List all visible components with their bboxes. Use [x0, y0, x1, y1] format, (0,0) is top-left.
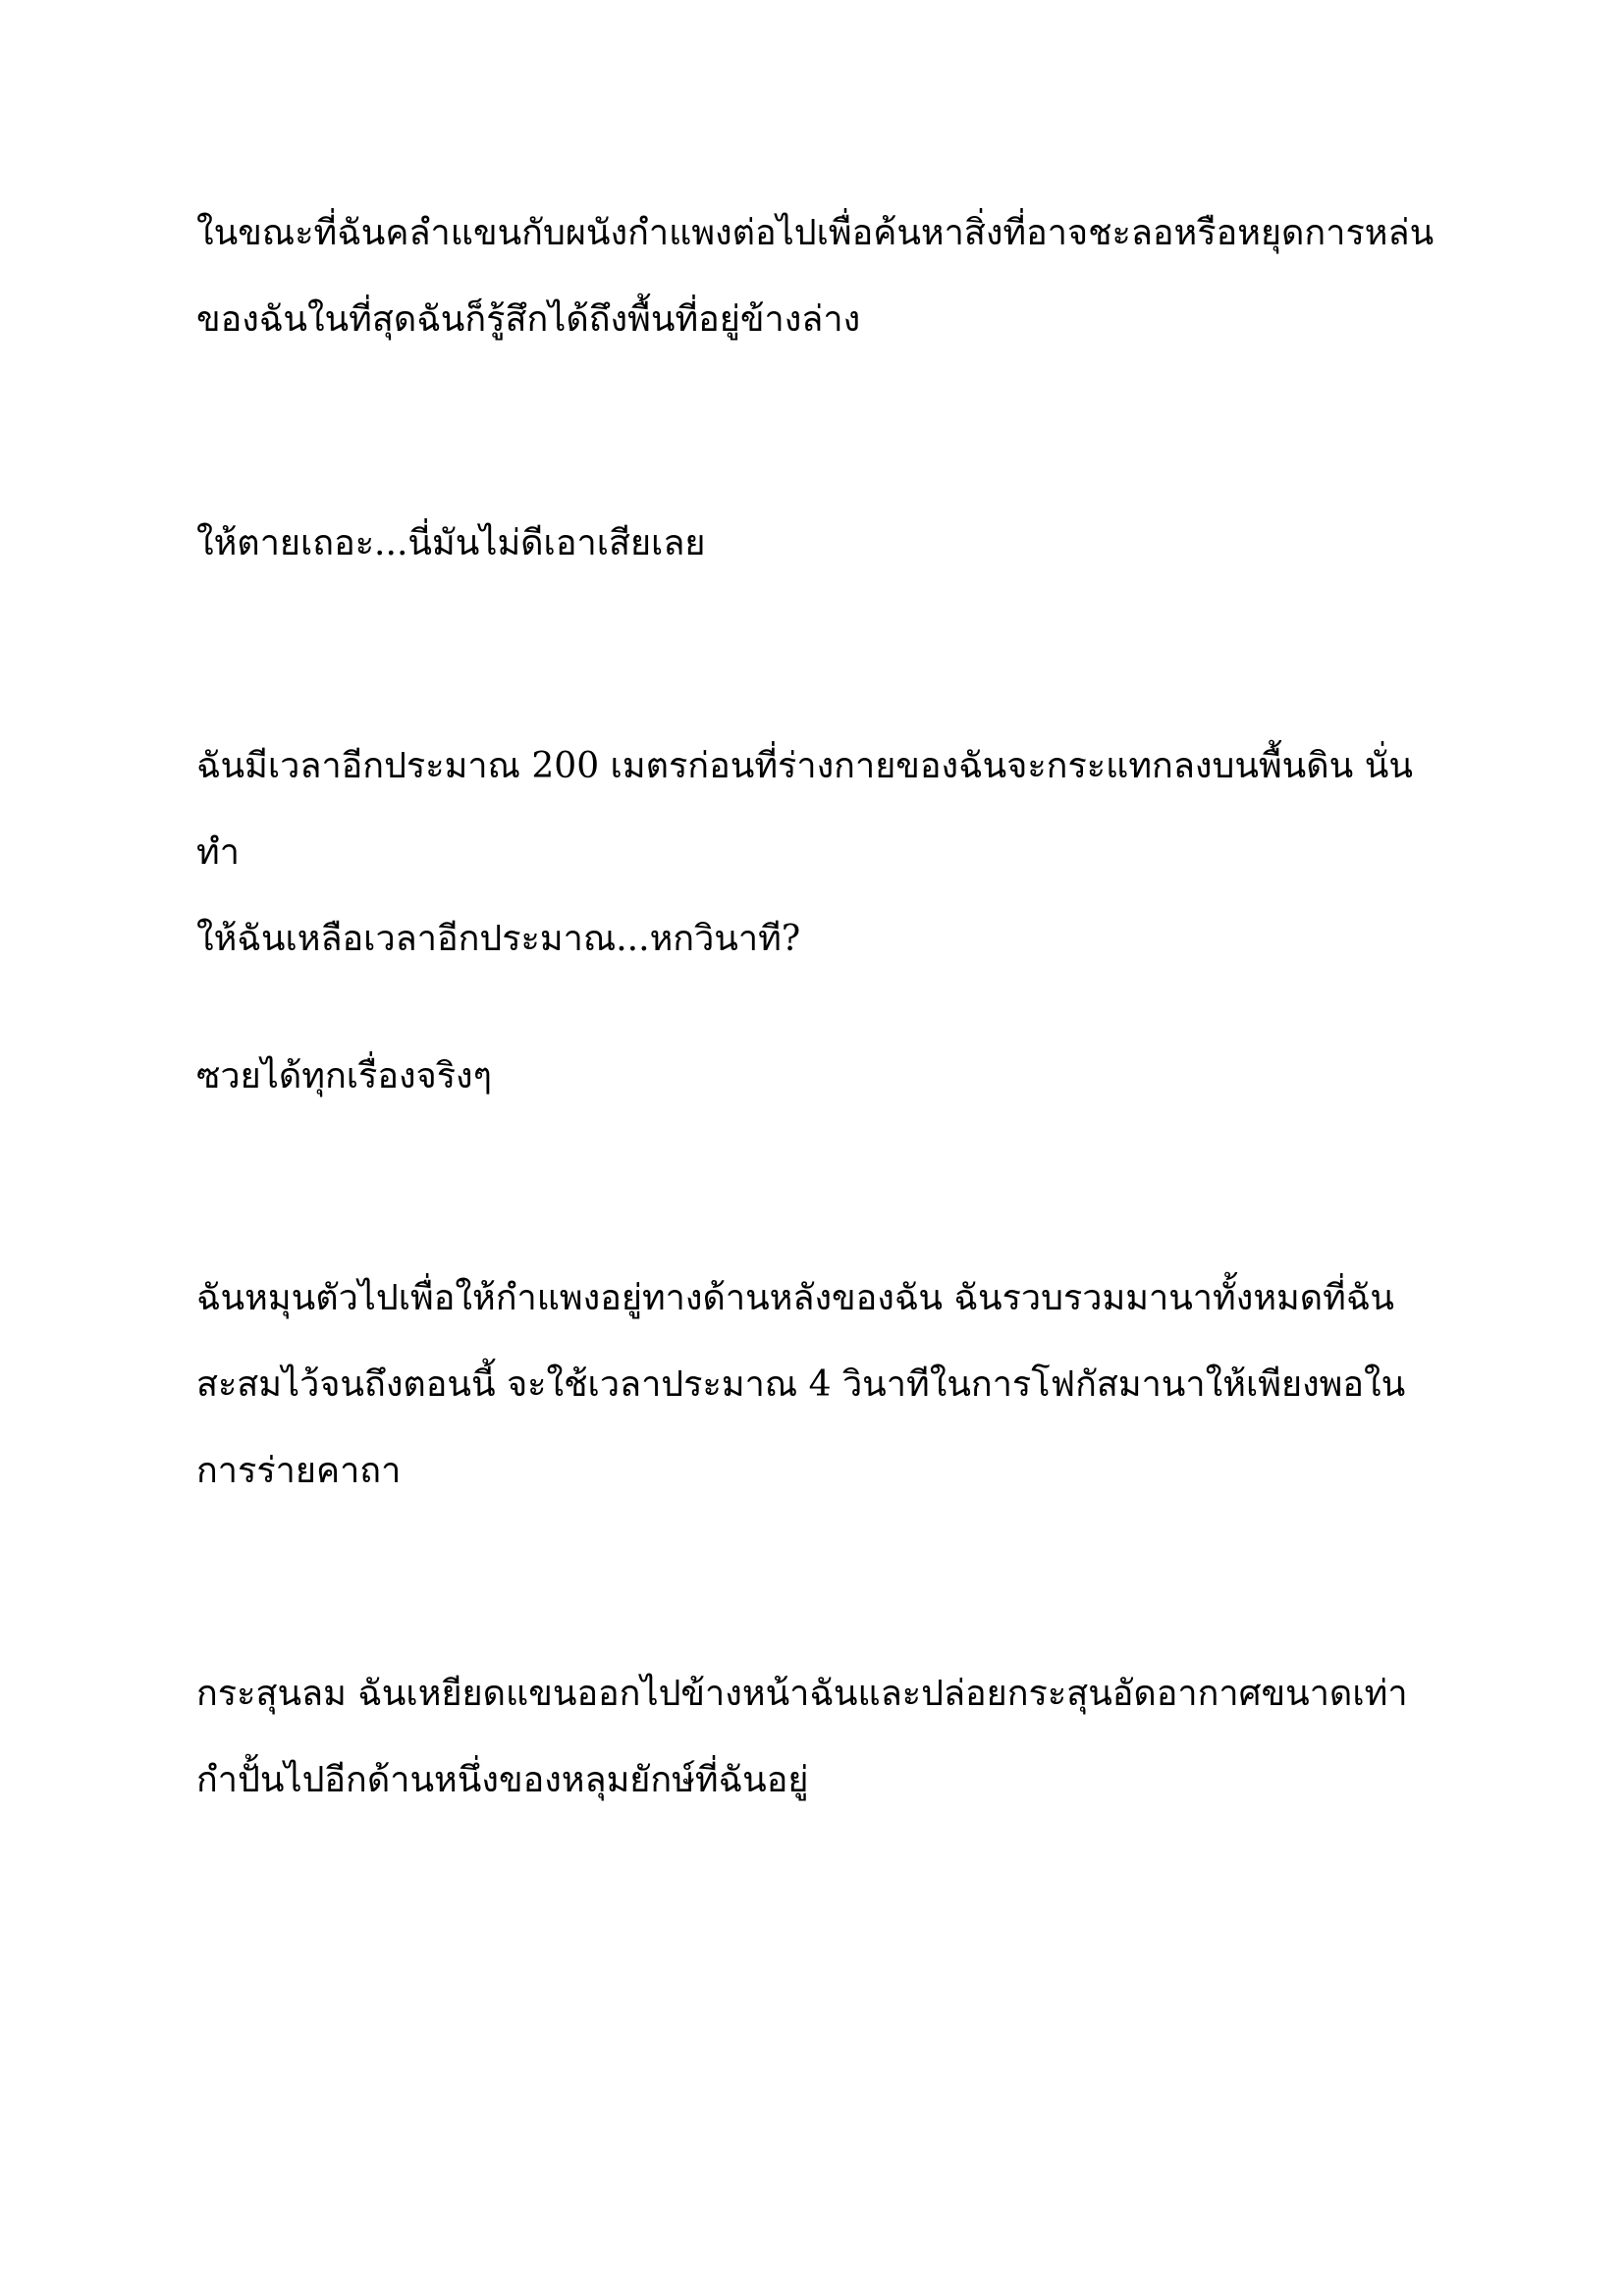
paragraph-6: กระสุนลม ฉันเหยียดแขนออกไปข้างหน้าฉันและปล่อยกระสุนอัดอากาศขนาดเท่า กำปั้นไปอีกด้านหนึ่งของหลุมยักษ์ที่ฉันอยู่ — [196, 1674, 1408, 1800]
paragraph-5: ฉันหมุนตัวไปเพื่อให้กำแพงอยู่ทางด้านหลังของฉัน ฉันรวบรวมมานาทั้งหมดที่ฉัน สะสมไว้จนถึงตอนนี้ จะใช้เวลาประมาณ 4 วินาทีในการโฟกัสมานาให้เพียงพอใน การร่ายคาถา — [196, 1278, 1406, 1491]
paragraph-1: ในขณะที่ฉันคลำแขนกับผนังกำแพงต่อไปเพื่อค้นหาสิ่งที่อาจชะลอหรือหยุดการหล่น ของฉันในที่สุดฉันก็รู้สึกได้ถึงพื้นที่อยู่ข้างล่าง — [196, 213, 1435, 340]
paragraph-2: ให้ตายเถอะ...นี่มันไม่ดีเอาเสียเลย — [196, 523, 706, 563]
paragraph-3: ฉันมีเวลาอีกประมาณ 200 เมตรก่อนที่ร่างกายของฉันจะกระแทกลงบนพื้นดิน นั่นทำ ให้ฉันเหลือเวลาอีกประมาณ...หกวินาที? — [196, 746, 1413, 959]
paragraph-4: ซวยได้ทุกเรื่องจริงๆ — [196, 1056, 492, 1096]
